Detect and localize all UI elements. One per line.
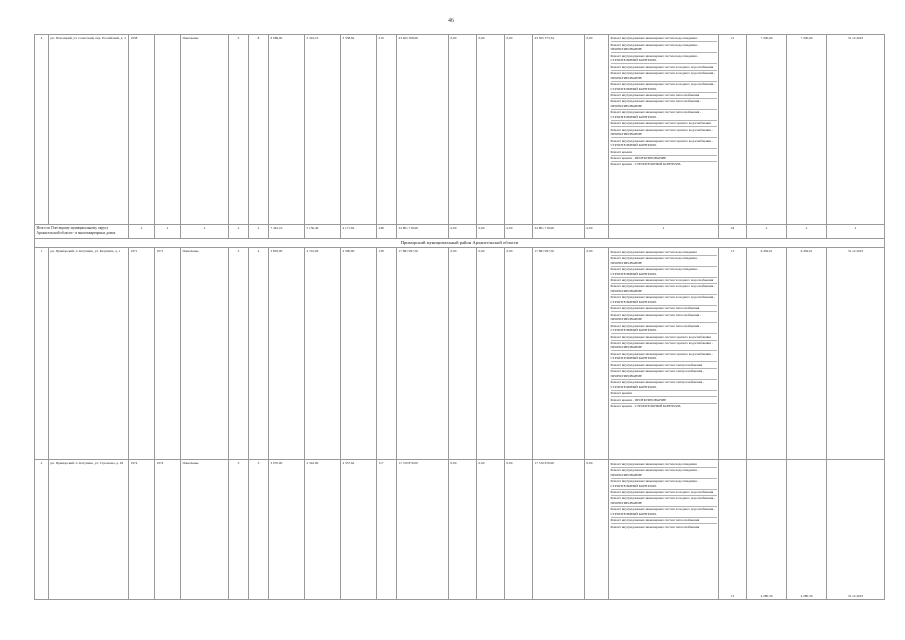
work-item: Ремонт внутридомовых инженерных систем теплоснабжения - СТРОИТЕЛЬНЫЙ КОНТРОЛЬ: [611, 110, 717, 121]
area-residential-cell: 3 338,62: [341, 35, 377, 225]
people-cell: 210: [377, 35, 397, 225]
date-cell: 31.12.2023: [827, 248, 885, 460]
group-title: Приморский муниципальный район Архангельской области: [35, 239, 885, 248]
fund-cell: 0,00: [585, 248, 609, 460]
work-item: Ремонт внутридомовых инженерных систем теплоснабжения: [611, 306, 717, 312]
work-item: Ремонт внутридомовых инженерных систем теплоснабжения - ПРОЕКТИРОВАНИЕ: [611, 99, 717, 110]
fund-cell: 0,00: [449, 248, 477, 460]
subtotal-area-sum: 5 130,40: [305, 225, 341, 239]
fund-cell: 17 681 097,50: [533, 248, 585, 460]
subtotal-fund: 0,00: [505, 225, 533, 239]
year-built-cell: 1958: [129, 35, 155, 225]
table-row: [35, 248, 885, 460]
code-cell: 13: [719, 248, 747, 460]
subtotal-works: x: [609, 225, 719, 239]
year-overhaul-cell: 1974: [155, 460, 181, 600]
area-total-cell: 3 035,00: [269, 460, 305, 600]
work-item: Ремонт внутридомовых инженерных систем водоотведения: [611, 249, 717, 255]
year-built-cell: 1974: [129, 460, 155, 600]
row-number: 1: [35, 248, 49, 460]
area-sum-cell: 2 342,00: [305, 460, 341, 600]
area-sum-cell: 5 343,10: [305, 35, 341, 225]
works-list: [609, 248, 719, 460]
fund-cell: 0,00: [585, 35, 609, 225]
work-item: Ремонт внутридомовых инженерных систем водоотведения -: [611, 36, 717, 42]
wall-material-cell: Панельные: [181, 35, 229, 225]
work-item: Ремонт внутридомовых инженерных систем электроснабжения - СТРОИТЕЛЬНЫЙ КОНТРОЛЬ: [611, 380, 717, 391]
subtotal-x: x: [229, 225, 249, 239]
year-overhaul-cell: [155, 35, 181, 225]
subtotal-unit-cost: x: [747, 225, 787, 239]
work-item: Ремонт внутридомовых инженерных систем водоотведения - СТРОИТЕЛЬНЫЙ КОНТРОЛЬ: [611, 479, 717, 490]
work-item: Ремонт внутридомовых инженерных систем холодного водоснабжения - ПРОЕКТИРОВАНИЕ: [610, 284, 716, 293]
code-cell: 12: [719, 35, 747, 225]
cost-total-cell: 43 405 308,00: [397, 35, 449, 225]
wall-material-cell: Панельные: [181, 248, 229, 460]
subtotal-people: 248: [377, 225, 397, 239]
subtotal-x: x: [129, 225, 155, 239]
work-item: Ремонт внутридомовых инженерных систем холодного водоснабжения - СТРОИТЕЛЬНЫЙ КОНТРОЛЬ: [610, 82, 716, 91]
fund-cell: 0,00: [505, 35, 533, 225]
address-cell: рп. Приморский, п. Катунино, ул. Стрелкова, д. 29: [49, 460, 129, 600]
work-item: Ремонт внутридомовых инженерных систем водоотведения - ПРОЕКТИРОВАНИЕ: [611, 256, 717, 267]
people-cell: 117: [377, 460, 397, 600]
work-item: Ремонт внутридомовых инженерных систем водоотведения - ПРОЕКТИРОВАНИЕ: [611, 468, 717, 479]
work-item: Ремонт внутридомовых инженерных систем холодного водоснабжения - СТРОИТЕЛЬНЫЙ КОНТРОЛЬ: [610, 507, 716, 516]
work-item: Ремонт внутридомовых инженерных систем электроснабжения - ПРОЕКТИРОВАНИЕ: [611, 369, 717, 380]
area-residential-cell: 2 357,62: [341, 460, 377, 600]
work-item: Ремонт внутридомовых инженерных систем водоотведения - СТРОИТЕЛЬНЫЙ КОНТРОЛЬ: [611, 267, 717, 278]
work-item: Ремонт внутридомовых инженерных систем водоотведения: [611, 461, 717, 467]
year-overhaul-cell: 1971: [155, 248, 181, 460]
work-item: Ремонт внутридомовых инженерных систем электроснабжения: [611, 362, 717, 368]
max-cost-cell: 7 200,00: [787, 35, 827, 225]
work-item: Ремонт внутридомовых инженерных систем горячего водоснабжения - СТРОИТЕЛЬНЫЙ КОНТРОЛЬ: [611, 351, 717, 362]
unit-cost-cell: 6 459,01: [747, 248, 787, 460]
work-item: Ремонт внутридомовых инженерных систем горячего водоснабжения - СТРОИТЕЛЬНЫЙ КОНТРОЛЬ: [611, 138, 717, 149]
area-sum-cell: 2 722,00: [305, 248, 341, 460]
work-item: Ремонт крыши: [611, 391, 717, 397]
fund-cell: 43 505 375,34: [533, 35, 585, 225]
subtotal-max-cost: x: [787, 225, 827, 239]
subtotal-area-res: 4 171,62: [341, 225, 377, 239]
work-item: Ремонт внутридомовых инженерных систем горячего водоснабжения - ПРОЕКТИРОВАНИЕ: [611, 341, 717, 352]
fund-cell: 0,00: [477, 460, 505, 600]
floors-cell: 3: [229, 248, 249, 460]
area-total-cell: 3 803,00: [269, 248, 305, 460]
work-item: Ремонт внутридомовых инженерных систем теплоснабжения - СТРОИТЕЛЬНЫЙ КОНТРОЛЬ: [611, 323, 717, 334]
address-cell: рп. Приморский, п. Катунино, ул. Катунина, д. 1: [49, 248, 129, 460]
overhaul-register-table: [34, 34, 885, 600]
work-item: Ремонт внутридомовых инженерных систем горячего водоснабжения: [611, 121, 717, 127]
subtotal-code: 24: [719, 225, 747, 239]
work-item: Ремонт внутридомовых инженерных систем горячего водоснабжения: [611, 334, 717, 340]
work-item: Ремонт внутридомовых инженерных систем теплоснабжения - ПРОЕКТИРОВАНИЕ: [611, 312, 717, 323]
fund-cell: 0,00: [585, 460, 609, 600]
cost-total-cell: 17 681 097,50: [397, 248, 449, 460]
work-item: Ремонт внутридомовых инженерных систем горячего водоснабжения - ПРОЕКТИРОВАНИЕ: [611, 127, 717, 138]
row-number: 2: [35, 460, 49, 600]
entrances-cell: 4: [249, 248, 269, 460]
fund-cell: 0,00: [505, 248, 533, 460]
table-row: [35, 460, 885, 600]
subtotal-fund: 0,00: [477, 225, 505, 239]
work-item: Ремонт внутридомовых инженерных систем теплоснабжения: [611, 518, 717, 524]
group-header-row: [35, 239, 885, 248]
work-item: Ремонт внутридомовых инженерных систем водоотведения - СТРОИТЕЛЬНЫЙ КОНТРОЛЬ: [611, 53, 717, 64]
date-cell: 31.12.2023: [827, 460, 885, 600]
year-built-cell: 1971: [129, 248, 155, 460]
wall-material-cell: Панельные: [181, 460, 229, 600]
date-cell: 31.12.2023: [827, 35, 885, 225]
subtotal-fund: 0,00: [449, 225, 477, 239]
code-cell: 13: [719, 460, 747, 600]
work-item: Ремонт внутридомовых инженерных систем водоотведения - ПРОЕКТИРОВАНИЕ: [611, 42, 717, 53]
page-number: 46: [448, 18, 454, 24]
floors-cell: 5: [229, 35, 249, 225]
entrances-cell: 3: [249, 460, 269, 600]
max-cost-cell: 6 459,01: [787, 248, 827, 460]
work-item: Ремонт внутридомовых инженерных систем холодного водоснабжения: [611, 490, 717, 496]
fund-cell: 0,00: [505, 460, 533, 600]
subtotal-area-total: 7 461,10: [269, 225, 305, 239]
cost-total-cell: 11 720 876,00: [397, 460, 449, 600]
work-item: Ремонт крыши - ПРОЕКТИРОВАНИЕ: [611, 397, 717, 403]
work-item: Ремонт крыши - ПРОЕКТИРОВАНИЕ: [611, 156, 717, 162]
subtotal-date: x: [827, 225, 885, 239]
fund-cell: 0,00: [449, 460, 477, 600]
subtotal-fund: 0,00: [585, 225, 609, 239]
work-item: Ремонт крыши - СТРОИТЕЛЬНЫЙ КОНТРОЛЬ: [610, 162, 681, 167]
area-residential-cell: 2 300,60: [341, 248, 377, 460]
work-item: Ремонт внутридомовых инженерных систем теплоснабжения: [610, 524, 700, 529]
floors-cell: 3: [229, 460, 249, 600]
address-cell: рп. Плесецкий, ул. Советский, пер. Российский, д. 3: [49, 35, 129, 225]
subtotal-row: [35, 225, 885, 239]
work-item: Ремонт внутридомовых инженерных систем холодного водоснабжения - СТРОИТЕЛЬНЫЙ КОНТРОЛЬ: [610, 295, 716, 304]
works-list: [609, 35, 719, 225]
work-item: Ремонт внутридомовых инженерных систем холодного водоснабжения: [611, 64, 717, 70]
max-cost-cell: 4 280,36: [787, 460, 827, 600]
area-total-cell: 6 089,00: [269, 35, 305, 225]
subtotal-x: x: [249, 225, 269, 239]
people-cell: 138: [377, 248, 397, 460]
work-item: Ремонт внутридомовых инженерных систем теплоснабжения: [611, 93, 717, 99]
entrances-cell: 8: [249, 35, 269, 225]
subtotal-x: x: [181, 225, 229, 239]
subtotal-cost-total: 34 801 716,00: [397, 225, 449, 239]
fund-cell: 0,00: [477, 35, 505, 225]
work-item: Ремонт крыши: [611, 149, 717, 155]
subtotal-fund: 34 801 716,00: [533, 225, 585, 239]
table-row: [35, 35, 885, 225]
subtotal-x: x: [155, 225, 181, 239]
fund-cell: 17 510 676,00: [533, 460, 585, 600]
work-item: Ремонт внутридомовых инженерных систем холодного водоснабжения: [611, 278, 717, 284]
works-list: [609, 460, 719, 600]
fund-cell: 0,00: [477, 248, 505, 460]
work-item: Ремонт крыши - СТРОИТЕЛЬНЫЙ КОНТРОЛЬ: [610, 403, 681, 408]
unit-cost-cell: 4 280,36: [747, 460, 787, 600]
unit-cost-cell: 7 200,00: [747, 35, 787, 225]
row-number: 4: [35, 35, 49, 225]
subtotal-label: Итого по Плесецкому муниципальному округу Архангельской области - в многоквартирных домах: [35, 225, 129, 239]
work-item: Ремонт внутридомовых инженерных систем холодного водоснабжения - ПРОЕКТИРОВАНИЕ: [610, 71, 716, 80]
work-item: Ремонт внутридомовых инженерных систем холодного водоснабжения - ПРОЕКТИРОВАНИЕ: [610, 496, 716, 505]
fund-cell: 0,00: [449, 35, 477, 225]
